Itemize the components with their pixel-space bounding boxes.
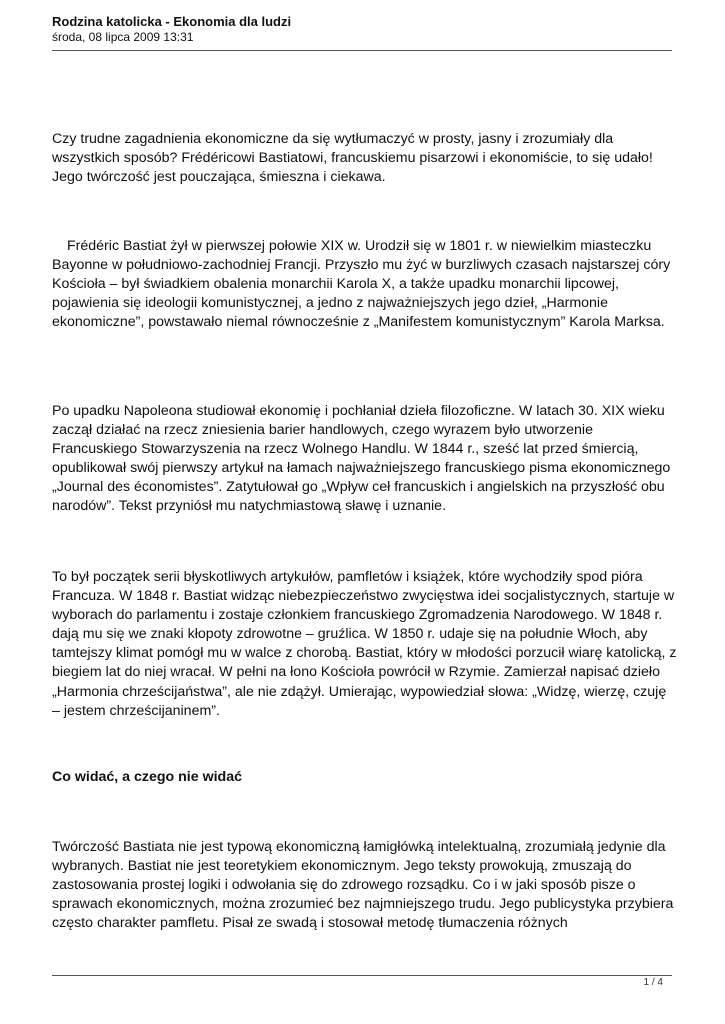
document-date: środa, 08 lipca 2009 13:31 xyxy=(52,30,194,44)
career-paragraph: Po upadku Napoleona studiował ekonomię i pochłaniał dzieła filozoficzne. W latach 30. XIX wieku zaczął działać na rzecz zniesienia barier handlowych, czego wyrazem było utworzenie Francuskiego Stowarzyszenia na rzecz Wolnego Handlu. W 1844 r., sześć lat przed śmiercią, opublikował swój pierwszy artykuł na łamach najważniejszego francuskiego pisma ekonomicznego „Journal des économistes”. Zatytułował go „Wpływ ceł francuskich i angielskich na przyszłość obu narodów”. Tekst przyniósł mu natychmiastową sławę i uznanie. xyxy=(52,403,671,515)
header-divider xyxy=(52,50,672,51)
footer-divider xyxy=(52,975,672,976)
page-header xyxy=(52,14,672,45)
section-heading: Co widać, a czego nie widać xyxy=(52,769,243,785)
section-paragraph: Twórczość Bastiata nie jest typową ekonomiczną łamigłówką intelektualną, zrozumiałą jedynie dla wybranych. Bastiat nie jest teoretykiem ekonomicznym. Jego teksty prowokują, zmuszają do zastosowania prostej logiki i odwołania się do zdrowego rozsądku. Co i w jaki sposób pisze o sprawach ekonomicznych, można zrozumieć bez najmniejszego trudu. Jego publicystyka przybiera często charakter pamfletu. Pisał ze swadą i stosował metodę tłumaczenia różnych xyxy=(52,839,674,932)
document-title: Rodzina katolicka - Ekonomia dla ludzi xyxy=(52,14,292,29)
biography-paragraph: Frédéric Bastiat żył w pierwszej połowie XIX w. Urodził się w 1801 r. w niewielkim miasteczku Bayonne w południowo-zachodniej Francji. Przyszło mu żyć w burzliwych czasach najstarszej córy Kościoła – był świadkiem obalenia monarchii Karola X, a także upadku monarchii lipcowej, pojawienia się ideologii komunistycznej, a jedno z najważniejszych jego dzieł, „Harmonie ekonomiczne”, powstawało niemal równocześnie z „Manifestem komunistycznym” Karola Marksa. xyxy=(52,238,671,331)
page-number: 1 / 4 xyxy=(643,977,663,988)
intro-paragraph: Czy trudne zagadnienia ekonomiczne da się wytłumaczyć w prosty, jasny i zrozumiały dla wszystkich sposób? Frédéricowi Bastiatowi, francuskiemu pisarzowi i ekonomiście, to się udało! Jego twórczość jest pouczająca, śmieszna i ciekawa. xyxy=(52,131,653,186)
later-life-paragraph: To był początek serii błyskotliwych artykułów, pamfletów i książek, które wychodziły spod pióra Francuza. W 1848 r. Bastiat widząc niebezpieczeństwo zwycięstwa idei socjalistycznych, startuje w wyborach do parlamentu i zostaje członkiem francuskiego Zgromadzenia Narodowego. W 1848 r. dają mu się we znaki kłopoty zdrowotne – gruźlica. W 1850 r. udaje się na południe Włoch, aby tamtejszy klimat pomógł mu w walce z chorobą. Bastiat, który w młodości porzucił wiarę katolicką, z biegiem lat do niej wracał. W pełni na łono Kościoła powrócił w Rzymie. Zamierzał napisać dzieło „Harmonia chrześcijaństwa”, ale nie zdążył. Umierając, wypowiedział słowa: „Widzę, wierzę, czuję – jestem chrześcijaninem”. xyxy=(52,569,677,719)
